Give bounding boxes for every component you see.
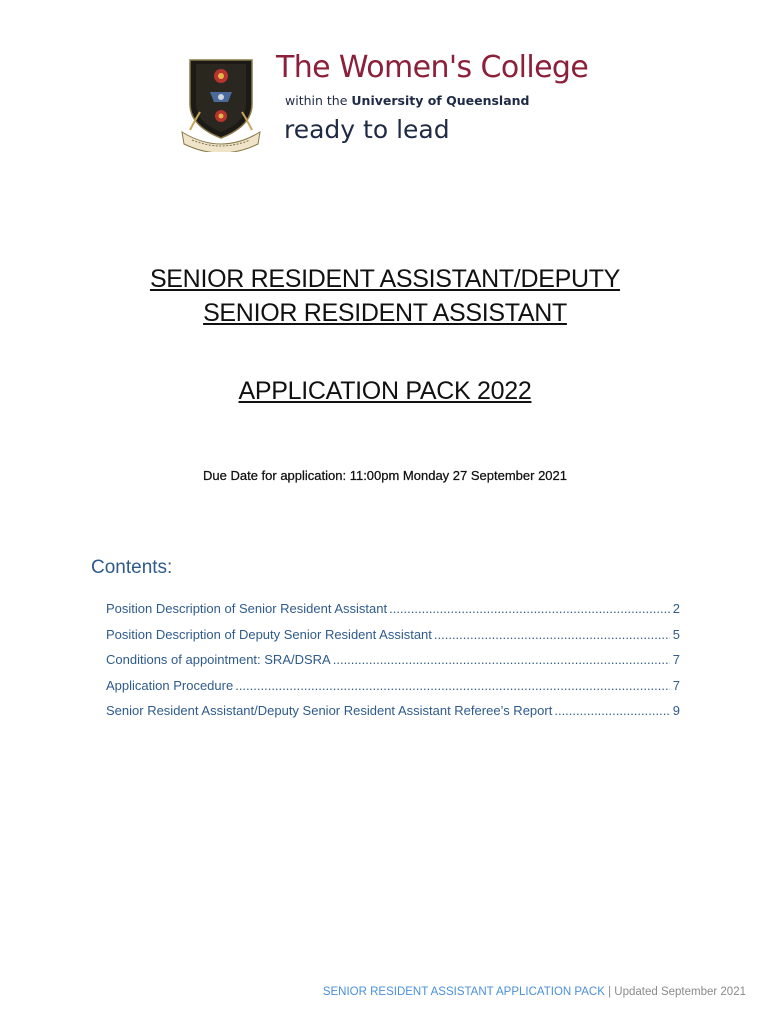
toc-leader xyxy=(333,647,670,672)
due-date: Due Date for application: 11:00pm Monday 27 September 2021 xyxy=(203,468,567,483)
toc-item-page: 5 xyxy=(672,626,680,642)
toc-item[interactable] xyxy=(106,647,680,673)
college-name: The Women's College xyxy=(276,50,589,85)
university-name: University of Queensland xyxy=(351,93,530,108)
application-pack-title: APPLICATION PACK 2022 xyxy=(238,377,532,405)
contents-heading: Contents: xyxy=(91,557,173,578)
toc-item-page: 9 xyxy=(672,703,680,718)
within-prefix: within the xyxy=(285,93,348,108)
toc-item[interactable] xyxy=(106,698,680,724)
page-footer xyxy=(323,984,746,1000)
table-of-contents xyxy=(106,596,680,724)
toc-item-label: Position Description of Senior Resident Assistant xyxy=(106,601,388,616)
toc-item[interactable] xyxy=(106,673,680,699)
college-crest-icon xyxy=(180,52,262,152)
toc-item-page: 7 xyxy=(672,677,680,693)
college-logo xyxy=(180,48,600,152)
toc-item-label: Application Procedure xyxy=(106,677,234,693)
toc-leader xyxy=(235,673,670,698)
college-tagline: ready to lead xyxy=(284,115,450,144)
toc-leader xyxy=(434,622,670,647)
footer-separator: | xyxy=(608,986,612,998)
document-title xyxy=(0,262,770,330)
title-line-1: SENIOR RESIDENT ASSISTANT/DEPUTY xyxy=(149,265,621,293)
university-line xyxy=(285,93,529,109)
footer-document-name: SENIOR RESIDENT ASSISTANT APPLICATION PACK xyxy=(322,986,605,998)
toc-item-page: 7 xyxy=(672,652,680,667)
toc-leader xyxy=(389,596,670,621)
toc-item-label: Position Description of Deputy Senior Resident Assistant xyxy=(106,626,432,642)
footer-updated: Updated September 2021 xyxy=(614,986,746,998)
title-line-2: SENIOR RESIDENT ASSISTANT xyxy=(203,299,567,327)
toc-item-label: Conditions of appointment: SRA/DSRA xyxy=(106,652,331,667)
toc-item[interactable] xyxy=(106,596,680,622)
toc-item[interactable] xyxy=(106,622,680,648)
toc-item-label: Senior Resident Assistant/Deputy Senior Resident Assistant Referee’s Report xyxy=(106,703,553,718)
toc-leader xyxy=(554,698,670,723)
toc-item-page: 2 xyxy=(672,601,680,616)
